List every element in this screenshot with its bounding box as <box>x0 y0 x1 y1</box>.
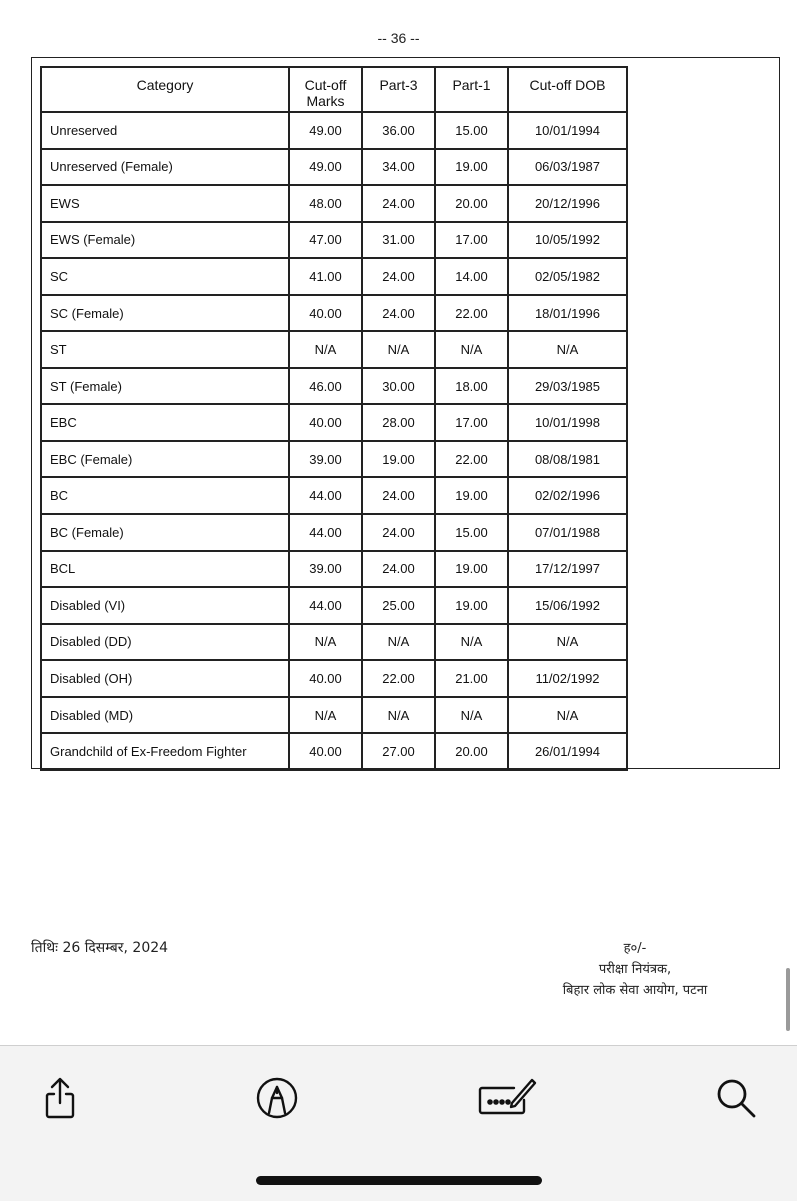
header-cutoff-dob: Cut-off DOB <box>508 67 627 112</box>
table-row <box>41 697 627 734</box>
cutoff-marks-cell: 40.00 <box>289 404 362 441</box>
part-3-cell: 24.00 <box>362 551 435 588</box>
cutoff-marks-cell: 49.00 <box>289 149 362 186</box>
table-row <box>41 477 627 514</box>
table-row <box>41 185 627 222</box>
signature-mark: ह०/- <box>623 941 647 956</box>
cutoff-marks-cell: 40.00 <box>289 733 362 770</box>
cutoff-dob-cell: 20/12/1996 <box>508 185 627 222</box>
table-row <box>41 331 627 368</box>
category-cell: BC <box>41 477 289 514</box>
part-1-cell: N/A <box>435 697 508 734</box>
part-3-cell: 25.00 <box>362 587 435 624</box>
cutoff-marks-cell: N/A <box>289 624 362 661</box>
header-part-1: Part-1 <box>435 67 508 112</box>
table-row <box>41 404 627 441</box>
cutoff-dob-cell: 02/02/1996 <box>508 477 627 514</box>
part-3-cell: 31.00 <box>362 222 435 259</box>
category-cell: SC (Female) <box>41 295 289 332</box>
cutoff-dob-cell: 15/06/1992 <box>508 587 627 624</box>
cutoff-marks-cell: N/A <box>289 697 362 734</box>
category-cell: Disabled (DD) <box>41 624 289 661</box>
markup-pen-icon <box>255 1076 299 1120</box>
cutoff-dob-cell: 18/01/1996 <box>508 295 627 332</box>
home-indicator[interactable] <box>256 1176 542 1185</box>
share-button[interactable] <box>36 1074 84 1122</box>
cutoff-dob-cell: 06/03/1987 <box>508 149 627 186</box>
cutoff-table <box>40 66 628 771</box>
table-row <box>41 660 627 697</box>
cutoff-dob-cell: 08/08/1981 <box>508 441 627 478</box>
part-3-cell: 28.00 <box>362 404 435 441</box>
category-cell: Unreserved <box>41 112 289 149</box>
cutoff-marks-cell: 47.00 <box>289 222 362 259</box>
document-date: तिथिः 26 दिसम्बर, 2024 <box>31 940 169 956</box>
category-cell: EWS <box>41 185 289 222</box>
category-cell: EWS (Female) <box>41 222 289 259</box>
page-number: -- 36 -- <box>377 30 420 46</box>
part-1-cell: 21.00 <box>435 660 508 697</box>
cutoff-dob-cell: 29/03/1985 <box>508 368 627 405</box>
category-cell: Unreserved (Female) <box>41 149 289 186</box>
cutoff-dob-cell: 26/01/1994 <box>508 733 627 770</box>
table-row <box>41 258 627 295</box>
fill-and-sign-button[interactable] <box>478 1074 538 1122</box>
part-3-cell: 22.00 <box>362 660 435 697</box>
table-row <box>41 112 627 149</box>
cutoff-dob-cell: 10/01/1994 <box>508 112 627 149</box>
part-3-cell: 34.00 <box>362 149 435 186</box>
markup-button[interactable] <box>253 1074 301 1122</box>
cutoff-dob-cell: 10/01/1998 <box>508 404 627 441</box>
part-1-cell: 19.00 <box>435 587 508 624</box>
part-1-cell: 19.00 <box>435 551 508 588</box>
part-1-cell: 15.00 <box>435 112 508 149</box>
cutoff-dob-cell: 02/05/1982 <box>508 258 627 295</box>
cutoff-marks-cell: 46.00 <box>289 368 362 405</box>
table-row <box>41 551 627 588</box>
header-category: Category <box>41 67 289 112</box>
bottom-toolbar <box>0 1045 797 1201</box>
part-1-cell: 22.00 <box>435 295 508 332</box>
cutoff-marks-cell: 44.00 <box>289 477 362 514</box>
table-row <box>41 441 627 478</box>
table-row <box>41 149 627 186</box>
table-row <box>41 624 627 661</box>
cutoff-marks-cell: 48.00 <box>289 185 362 222</box>
scroll-indicator[interactable] <box>786 968 790 1031</box>
table-row <box>41 295 627 332</box>
part-3-cell: 24.00 <box>362 295 435 332</box>
share-icon <box>40 1076 80 1120</box>
cutoff-marks-cell: 44.00 <box>289 587 362 624</box>
cutoff-dob-cell: 07/01/1988 <box>508 514 627 551</box>
signature-organization: बिहार लोक सेवा आयोग, पटना <box>562 983 708 998</box>
part-1-cell: 22.00 <box>435 441 508 478</box>
category-cell: Disabled (MD) <box>41 697 289 734</box>
category-cell: EBC (Female) <box>41 441 289 478</box>
category-cell: ST <box>41 331 289 368</box>
search-button[interactable] <box>712 1074 760 1122</box>
cutoff-marks-cell: 39.00 <box>289 441 362 478</box>
signature-designation: परीक्षा नियंत्रक, <box>598 962 672 977</box>
part-1-cell: 17.00 <box>435 404 508 441</box>
part-3-cell: 36.00 <box>362 112 435 149</box>
cutoff-marks-cell: 40.00 <box>289 295 362 332</box>
part-1-cell: 19.00 <box>435 149 508 186</box>
part-3-cell: 19.00 <box>362 441 435 478</box>
category-cell: SC <box>41 258 289 295</box>
cutoff-marks-cell: 49.00 <box>289 112 362 149</box>
table-row <box>41 368 627 405</box>
cutoff-marks-cell: 40.00 <box>289 660 362 697</box>
search-icon <box>714 1076 758 1120</box>
part-3-cell: N/A <box>362 624 435 661</box>
header-part-3: Part-3 <box>362 67 435 112</box>
part-3-cell: N/A <box>362 697 435 734</box>
table-row <box>41 733 627 770</box>
part-3-cell: 24.00 <box>362 514 435 551</box>
part-3-cell: N/A <box>362 331 435 368</box>
cutoff-dob-cell: 11/02/1992 <box>508 660 627 697</box>
header-cutoff-marks: Cut-off Marks <box>289 67 362 112</box>
category-cell: BC (Female) <box>41 514 289 551</box>
table-row <box>41 514 627 551</box>
part-1-cell: 20.00 <box>435 185 508 222</box>
cutoff-dob-cell: 10/05/1992 <box>508 222 627 259</box>
table-row <box>41 222 627 259</box>
part-1-cell: 14.00 <box>435 258 508 295</box>
part-3-cell: 24.00 <box>362 477 435 514</box>
category-cell: Disabled (VI) <box>41 587 289 624</box>
part-1-cell: 15.00 <box>435 514 508 551</box>
category-cell: BCL <box>41 551 289 588</box>
part-3-cell: 30.00 <box>362 368 435 405</box>
cutoff-marks-cell: N/A <box>289 331 362 368</box>
part-3-cell: 27.00 <box>362 733 435 770</box>
part-3-cell: 24.00 <box>362 185 435 222</box>
cutoff-dob-cell: N/A <box>508 697 627 734</box>
part-1-cell: 19.00 <box>435 477 508 514</box>
category-cell: ST (Female) <box>41 368 289 405</box>
category-cell: Disabled (OH) <box>41 660 289 697</box>
part-1-cell: N/A <box>435 624 508 661</box>
table-row <box>41 587 627 624</box>
cutoff-marks-cell: 44.00 <box>289 514 362 551</box>
part-3-cell: 24.00 <box>362 258 435 295</box>
signature-block <box>520 938 750 1001</box>
signature-icon <box>478 1076 538 1120</box>
table-header-row <box>41 67 627 112</box>
cutoff-marks-cell: 41.00 <box>289 258 362 295</box>
cutoff-dob-cell: N/A <box>508 331 627 368</box>
cutoff-dob-cell: N/A <box>508 624 627 661</box>
category-cell: EBC <box>41 404 289 441</box>
part-1-cell: N/A <box>435 331 508 368</box>
cutoff-marks-cell: 39.00 <box>289 551 362 588</box>
part-1-cell: 18.00 <box>435 368 508 405</box>
part-1-cell: 20.00 <box>435 733 508 770</box>
cutoff-dob-cell: 17/12/1997 <box>508 551 627 588</box>
part-1-cell: 17.00 <box>435 222 508 259</box>
category-cell: Grandchild of Ex-Freedom Fighter <box>41 733 289 770</box>
